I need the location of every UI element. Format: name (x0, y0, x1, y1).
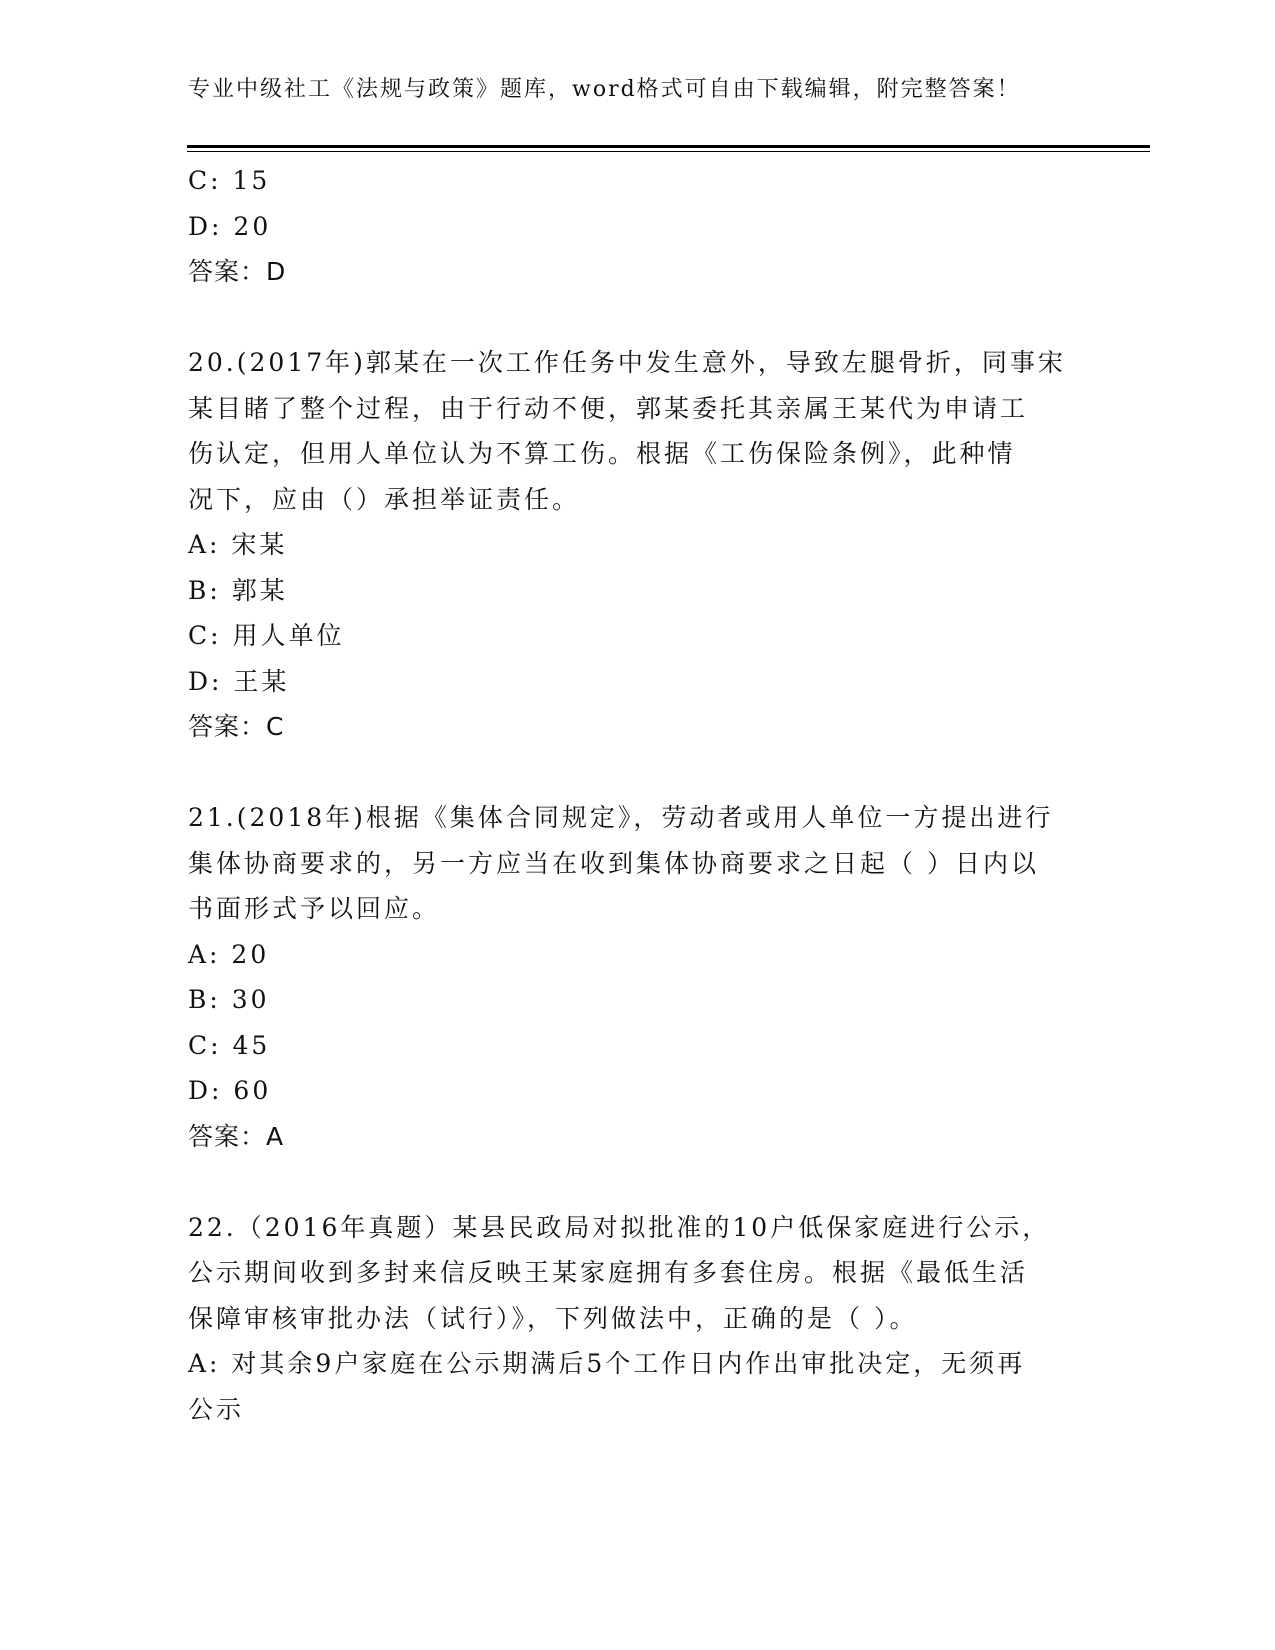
q21-option-d: D: 60 (188, 1076, 272, 1105)
q20-option-d: D: 王某 (188, 666, 290, 696)
spacer (188, 295, 1088, 341)
q19-answer: 答案：D (188, 257, 287, 286)
spacer (188, 750, 1088, 796)
q20-option-a: A: 宋某 (188, 530, 288, 559)
q21-option-b: B: 30 (188, 985, 270, 1014)
q21-option-a: A: 20 (188, 939, 270, 969)
q20-stem-line-4: 况下，应由（）承担举证责任。 (188, 484, 581, 514)
q20-answer: 答案：C (188, 712, 285, 741)
q22-stem-line-3: 保障审核审批办法（试行）》，下列做法中，正确的是（ ）。 (188, 1303, 918, 1333)
header-divider-thin (187, 151, 1150, 152)
q21-answer: 答案：A (188, 1121, 285, 1151)
q20-stem-line-3: 伤认定，但用人单位认为不算工伤。根据《工伤保险条例》，此种情 (188, 439, 1016, 468)
spacer (188, 1159, 1088, 1205)
q22-stem-line-1: 22.（2016年真题）某县民政局对拟批准的10户低保家庭进行公示， (188, 1212, 1051, 1242)
q20-stem-line-1: 20.(2017年)郭某在一次工作任务中发生意外，导致左腿骨折，同事宋 (188, 348, 1066, 377)
header-divider-thick (187, 145, 1150, 148)
q19-option-c: C: 15 (188, 166, 271, 195)
q22-stem-line-2: 公示期间收到多封来信反映王某家庭拥有多套住房。根据《最低生活 (188, 1258, 1029, 1287)
q21-stem-line-2: 集体协商要求的，另一方应当在收到集体协商要求之日起（ ）日内以 (188, 848, 1039, 878)
q20-stem-line-2: 某目睹了整个过程，由于行动不便，郭某委托其亲属王某代为申请工 (188, 393, 1029, 423)
q21-option-c: C: 45 (188, 1030, 271, 1060)
page-header: 专业中级社工《法规与政策》题库，word格式可自由下载编辑，附完整答案！ (188, 77, 1021, 102)
q22-option-a: A: 对其余9户家庭在公示期满后5个工作日内作出审批决定，无须再 (188, 1349, 1026, 1378)
q19-option-d: D: 20 (188, 211, 272, 241)
q21-stem-line-1: 21.(2018年)根据《集体合同规定》，劳动者或用人单位一方提出进行 (188, 803, 1054, 832)
q20-option-c: C: 用人单位 (188, 621, 345, 650)
q22-option-a-continued: 公示 (188, 1394, 245, 1424)
q21-stem-line-3: 书面形式予以回应。 (188, 894, 441, 923)
question-content (188, 158, 1088, 1432)
q20-option-b: B: 郭某 (188, 575, 288, 605)
